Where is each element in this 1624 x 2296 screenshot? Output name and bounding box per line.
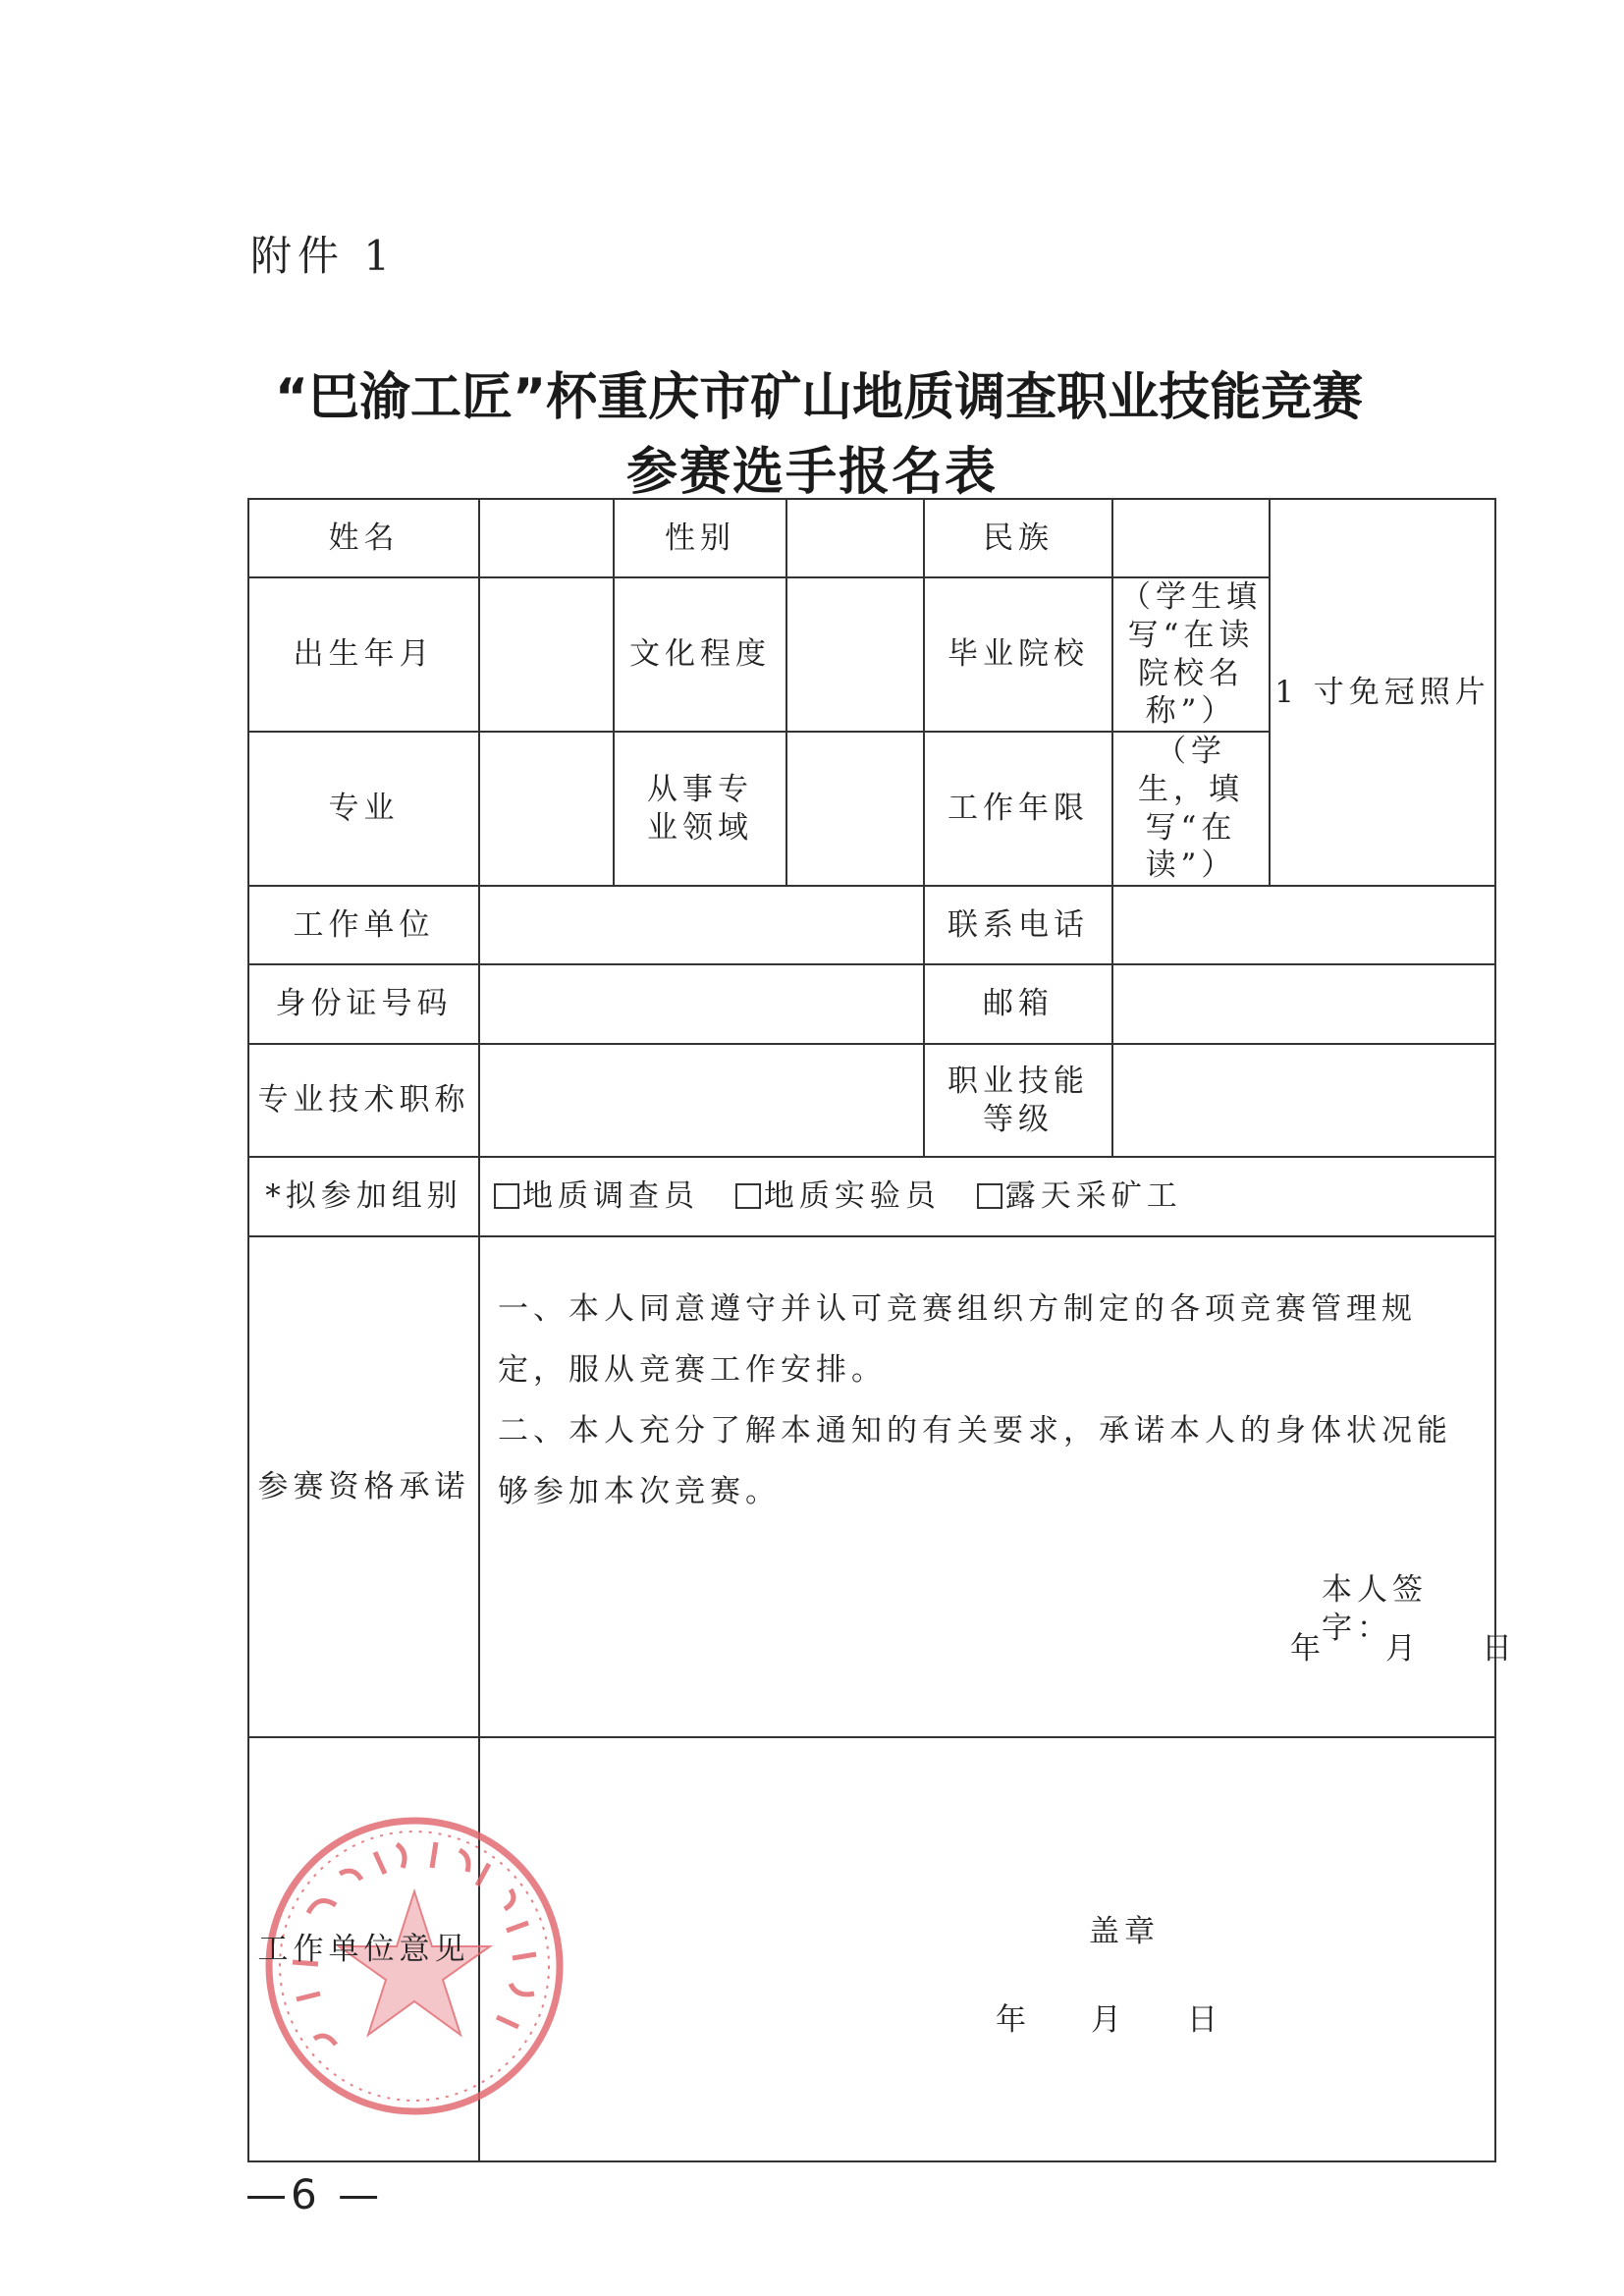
education-field[interactable] [786, 577, 924, 732]
pledge-label: 参赛资格承诺 [248, 1236, 479, 1737]
skill-level-field[interactable] [1112, 1044, 1495, 1157]
page-title: “巴渝工匠”杯重庆市矿山地质调查职业技能竞赛 [274, 368, 1364, 427]
pledge-content [479, 1236, 1517, 1737]
birth-label: 出生年月 [248, 577, 479, 732]
ethnicity-label: 民族 [924, 499, 1112, 577]
id-field[interactable] [479, 964, 924, 1044]
email-field[interactable] [1112, 964, 1495, 1044]
registration-form [247, 498, 1517, 2162]
signature-label: 本人签字： [1322, 1572, 1428, 1646]
page-subtitle: 参赛选手报名表 [625, 443, 998, 502]
opinion-date-month: 月 [1091, 2002, 1126, 2038]
pledge-date-year: 年 [1290, 1631, 1326, 1667]
school-field[interactable]: （学生填写“在读院校名称”） [1112, 577, 1270, 732]
name-label: 姓名 [248, 499, 479, 577]
group-option-open-pit-mining[interactable]: 露天采矿工 [977, 1178, 1182, 1214]
page-number: —6 — [245, 2170, 384, 2218]
employer-label: 工作单位 [248, 886, 479, 964]
major-field[interactable] [479, 732, 614, 886]
phone-field[interactable] [1112, 886, 1495, 964]
employer-field[interactable] [479, 886, 924, 964]
id-label: 身份证号码 [248, 964, 479, 1044]
opinion-content[interactable] [479, 1737, 1495, 2161]
stamp-label: 盖章 [1089, 1914, 1160, 1949]
checkbox[interactable] [735, 1183, 761, 1209]
group-label: *拟参加组别 [248, 1157, 479, 1236]
school-label: 毕业院校 [924, 577, 1112, 732]
opinion-date-year: 年 [996, 2002, 1031, 2038]
checkbox[interactable] [494, 1183, 519, 1209]
professional-title-label: 专业技术职称 [248, 1044, 479, 1157]
pledge-item-2: 二、本人充分了解本通知的有关要求，承诺本人的身体状况能够参加本次竞赛。 [498, 1413, 1452, 1509]
pledge-item-1: 一、本人同意遵守并认可竞赛组织方制定的各项竞赛管理规定，服从竞赛工作安排。 [498, 1291, 1417, 1388]
checkbox[interactable] [977, 1183, 1002, 1209]
name-field[interactable] [479, 499, 614, 577]
group-option-geological-survey[interactable]: 地质调查员 [494, 1178, 699, 1214]
group-option-geological-lab[interactable]: 地质实验员 [735, 1178, 941, 1214]
attachment-label: 附件 1 [250, 232, 397, 280]
photo-box[interactable]: 1 寸免冠照片 [1270, 499, 1495, 886]
field-field[interactable] [786, 732, 924, 886]
opinion-label-cell [248, 1737, 479, 2161]
opinion-label: 工作单位意见 [257, 1931, 470, 1967]
group-options [479, 1157, 1495, 1236]
ethnicity-field[interactable] [1112, 499, 1270, 577]
years-field[interactable]: （学生，填写“在读”） [1112, 732, 1270, 886]
gender-field[interactable] [786, 499, 924, 577]
skill-level-label: 职业技能等级 [924, 1044, 1112, 1157]
birth-field[interactable] [479, 577, 614, 732]
email-label: 邮箱 [924, 964, 1112, 1044]
gender-label: 性别 [614, 499, 786, 577]
pledge-date-month: 月 [1385, 1631, 1421, 1667]
education-label: 文化程度 [614, 577, 786, 732]
professional-title-field[interactable] [479, 1044, 924, 1157]
major-label: 专业 [248, 732, 479, 886]
years-label: 工作年限 [924, 732, 1112, 886]
pledge-date-day: 日 [1482, 1631, 1517, 1667]
field-label: 从事专业领域 [614, 732, 786, 886]
opinion-date-day: 日 [1187, 2002, 1222, 2038]
phone-label: 联系电话 [924, 886, 1112, 964]
